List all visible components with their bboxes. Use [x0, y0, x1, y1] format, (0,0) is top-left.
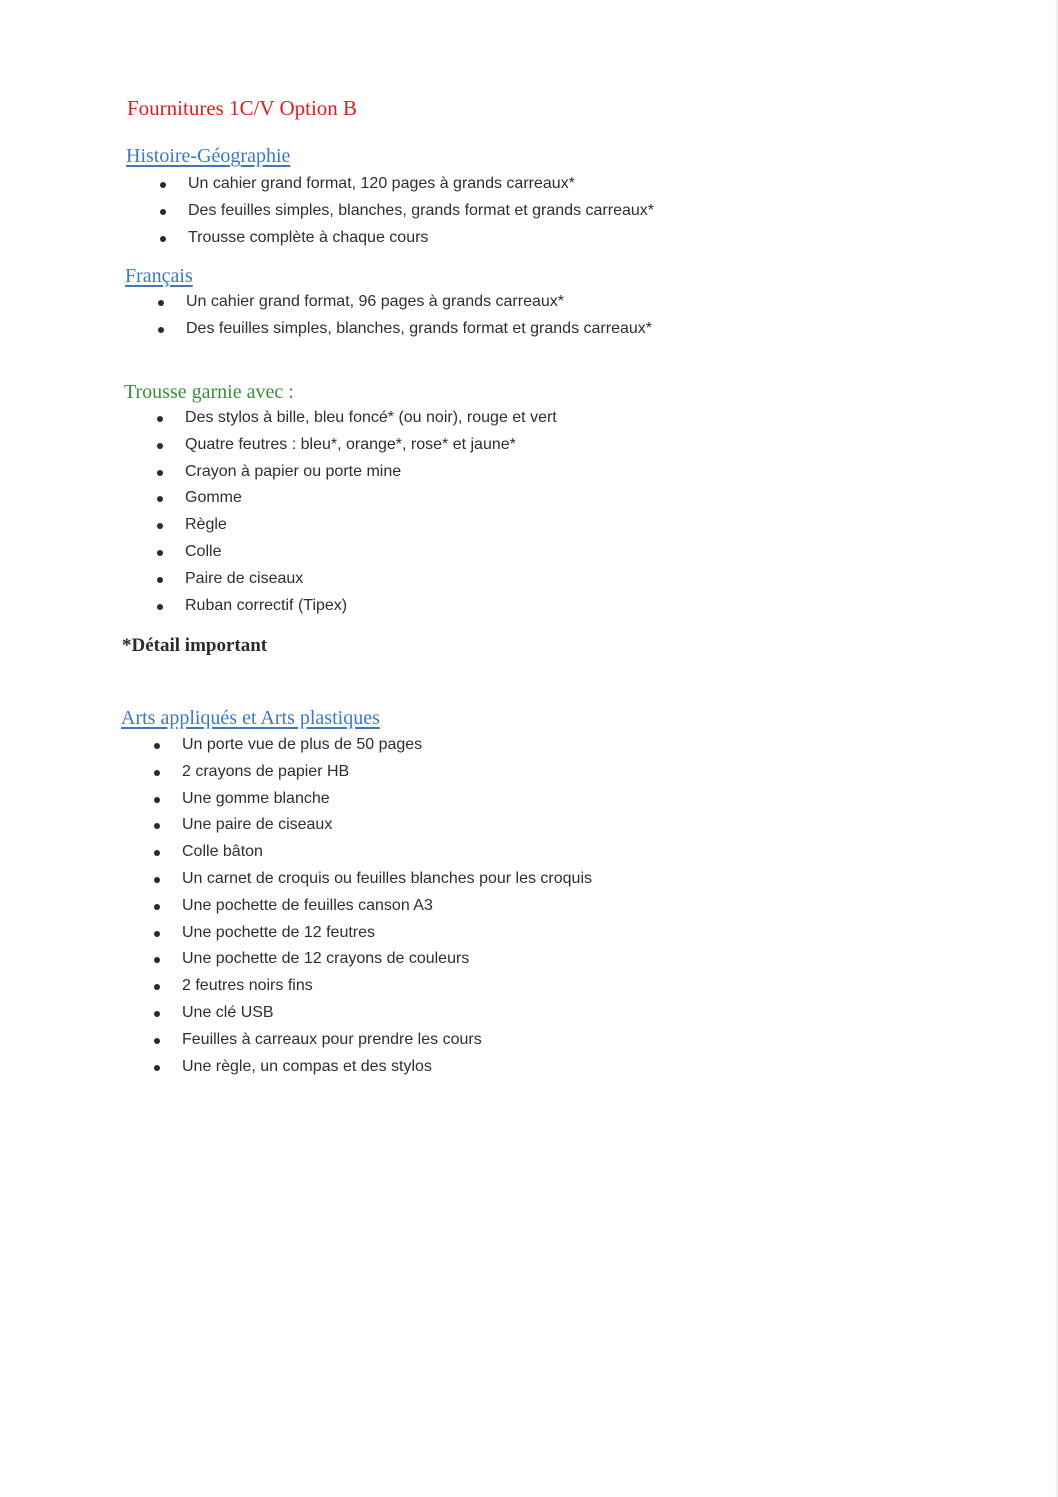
bullet-icon: [158, 300, 164, 306]
bullet-icon: [154, 877, 160, 883]
bullet-icon: [154, 1011, 160, 1017]
document-page: Fournitures 1C/V Option B Histoire-Géographie Un cahier grand format, 120 pages à grands carreaux* Des feuilles simples, blanches, grands format et grands carreaux* Trousse complète à chaque cours Français Un cahier grand format, 96 pages à grands carreaux* Des feuilles simples, blanches, grands format et grands carreaux* Trousse garnie avec : Des stylos à bille, bleu foncé* (ou noir), rouge et vert Quatre feutres : bleu*, orange*, rose* et jaune* Crayon à papier ou porte mine Gomme Règle Colle Paire de ciseaux Ruban correctif (Tipex) *Détail important Arts appliqués et Arts plastiques Un porte vue de plus de 50 pages 2 crayons de papier HB Une gomme blanche Une paire de ciseaux Colle bâton Un carnet de croquis ou feuilles blanches pour les croquis Une pochette de feuilles canson A3 Une pochette de 12 feutres Une pochette de 12 crayons de couleurs 2 feutres noirs fins Une clé USB Feuilles à carreaux pour prendre les cours Une règle, un compas et des stylos: [0, 0, 1058, 1497]
bullet-icon: [154, 823, 160, 829]
bullet-icon: [154, 931, 160, 937]
bullet-icon: [157, 443, 163, 449]
bullet-icon: [158, 327, 164, 333]
section-heading-histoire-geographie: Histoire-Géographie: [126, 145, 291, 167]
bullet-icon: [154, 1065, 160, 1071]
bullet-icon: [157, 523, 163, 529]
bullet-icon: [154, 957, 160, 963]
bullet-icon: [154, 770, 160, 776]
section-heading-arts: Arts appliqués et Arts plastiques: [121, 707, 380, 729]
bullet-icon: [154, 743, 160, 749]
section-heading-trousse: Trousse garnie avec :: [124, 381, 294, 403]
bullet-icon: [154, 984, 160, 990]
bullet-icon: [160, 236, 166, 242]
bullet-icon: [154, 850, 160, 856]
bullet-icon: [160, 209, 166, 215]
bullet-icon: [154, 904, 160, 910]
important-detail-note: *Détail important: [122, 635, 268, 656]
bullet-icon: [157, 604, 163, 610]
document-title: Fournitures 1C/V Option B: [127, 96, 358, 120]
bullet-icon: [157, 550, 163, 556]
bullet-icon: [160, 182, 166, 188]
bullet-icon: [157, 496, 163, 502]
bullet-icon: [154, 1038, 160, 1044]
bullet-icon: [157, 470, 163, 476]
bullet-icon: [154, 797, 160, 803]
section-heading-francais: Français: [125, 265, 193, 287]
bullet-icon: [157, 416, 163, 422]
bullet-icon: [157, 577, 163, 583]
